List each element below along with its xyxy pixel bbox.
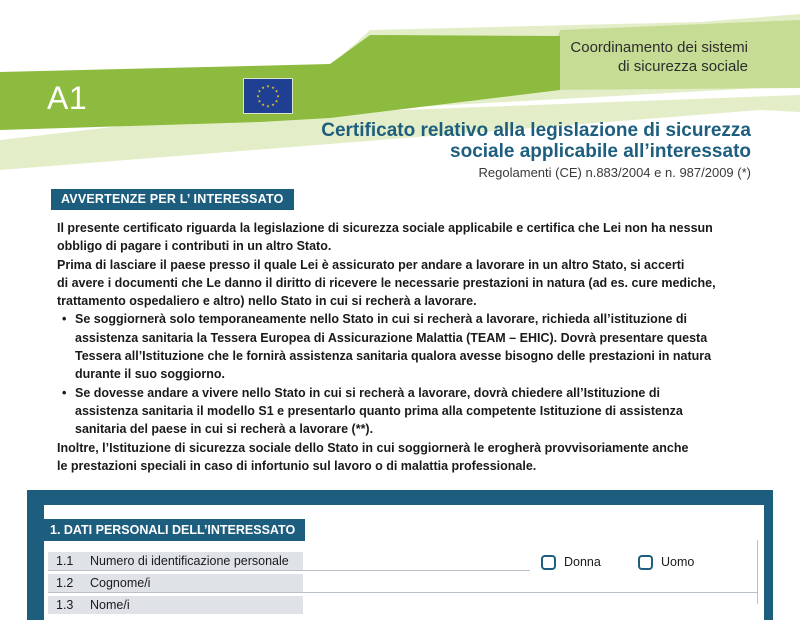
svg-text:★: ★ (256, 93, 260, 99)
bullet2-line3: sanitaria del paese in cui si recherà a lavorare (**). (75, 422, 374, 437)
field-surname[interactable] (48, 574, 303, 592)
field-underline (48, 592, 758, 593)
section1-heading: 1. DATI PERSONALI DELL’INTERESSATO (44, 519, 305, 541)
gender-female-option[interactable] (541, 553, 601, 571)
svg-text:★: ★ (274, 98, 279, 104)
warnings-heading: AVVERTENZE PER L’ INTERESSATO (51, 189, 294, 210)
warnings-list (57, 310, 757, 438)
field-label: Cognome/i (90, 576, 151, 590)
warnings-body (57, 219, 757, 475)
svg-text:★: ★ (266, 83, 270, 89)
svg-text:★: ★ (257, 88, 262, 94)
para3-line2: le prestazioni speciali in caso di infortunio sul lavoro o di malattia professionale. (57, 458, 537, 473)
para2-line3: trattamento ospedaliero e altro) nello Stato in cui si recherà a lavorare. (57, 294, 477, 309)
regulations: Regolamenti (CE) n.883/2004 e n. 987/2009 (*) (478, 165, 751, 180)
svg-text:★: ★ (276, 93, 280, 99)
para2-line2: di avere i documenti che Le danno il diritto di ricevere le necessarie prestazioni in natura (ad es. cure mediche, (57, 275, 716, 290)
field-underline (48, 570, 530, 571)
field-number: 1.2 (56, 576, 74, 590)
field-number: 1.1 (56, 554, 74, 568)
field-number: 1.3 (56, 598, 74, 612)
field-personal-id[interactable] (48, 552, 303, 570)
bullet1-line3: Tessera all’Istituzione che le fornirà assistenza sanitaria qualora avesse bisogno delle prestazioni in natura (75, 349, 712, 364)
para2-line1: Prima di lasciare il paese presso il quale Lei è assicurato per andare a lavorare in un altro Stato, si accerti (57, 257, 685, 272)
svg-text:★: ★ (261, 84, 265, 90)
female-label: Donna (564, 555, 601, 569)
coordination-line1: Coordinamento dei sistemi (570, 39, 748, 56)
para3-line1: Inoltre, l’Istituzione di sicurezza sociale dello Stato in cui soggiornerà le erogherà provvisoriamente anche (57, 440, 689, 455)
page-title (321, 120, 751, 162)
female-checkbox[interactable] (541, 555, 556, 570)
bullet1-line2: assistenza sanitaria la Tessera Europea di Assicurazione Malattia (TEAM – EHIC). Dovrà presentare questa (75, 330, 708, 345)
svg-text:★: ★ (266, 103, 270, 109)
form-right-border (757, 540, 758, 604)
field-label: Nome/i (90, 598, 130, 612)
male-checkbox[interactable] (638, 555, 653, 570)
svg-text:★: ★ (274, 88, 279, 94)
male-label: Uomo (661, 555, 695, 569)
bullet2-line2: assistenza sanitaria il modello S1 e presentarlo quanto prima alla competente Istituzione di assistenza (75, 403, 683, 418)
bullet-1 (57, 310, 757, 383)
svg-text:★: ★ (261, 102, 265, 107)
gender-male-option[interactable] (638, 553, 694, 571)
bullet-2 (57, 384, 757, 439)
eu-flag-icon (243, 78, 293, 114)
svg-text:★: ★ (257, 98, 262, 104)
bullet1-line4: durante il suo soggiorno. (75, 367, 225, 382)
svg-text:★: ★ (271, 102, 275, 107)
para1-line1: Il presente certificato riguarda la legislazione di sicurezza sociale applicabile e certifica che Lei non ha nessun (57, 221, 713, 235)
coordination-line2: di sicurezza sociale (617, 58, 748, 75)
para1-line2: obbligo di pagare i contributi in un altro Stato. (57, 239, 332, 254)
field-first-name[interactable] (48, 596, 303, 614)
form-code: A1 (47, 80, 88, 116)
coordination-label (570, 38, 748, 76)
field-label: Numero di identificazione personale (90, 554, 289, 568)
title-line2: sociale applicabile all’interessato (450, 141, 751, 162)
svg-text:★: ★ (271, 84, 275, 90)
bullet1-line1: • Se soggiornerà solo temporaneamente nello Stato in cui si recherà a lavorare, richieda all’istituzione di (75, 312, 687, 327)
bullet2-line1: • Se dovesse andare a vivere nello Stato in cui si recherà a lavorare, dovrà chiedere all’Istituzione di (75, 385, 660, 400)
title-line1: Certificato relativo alla legislazione di sicurezza (321, 120, 751, 141)
